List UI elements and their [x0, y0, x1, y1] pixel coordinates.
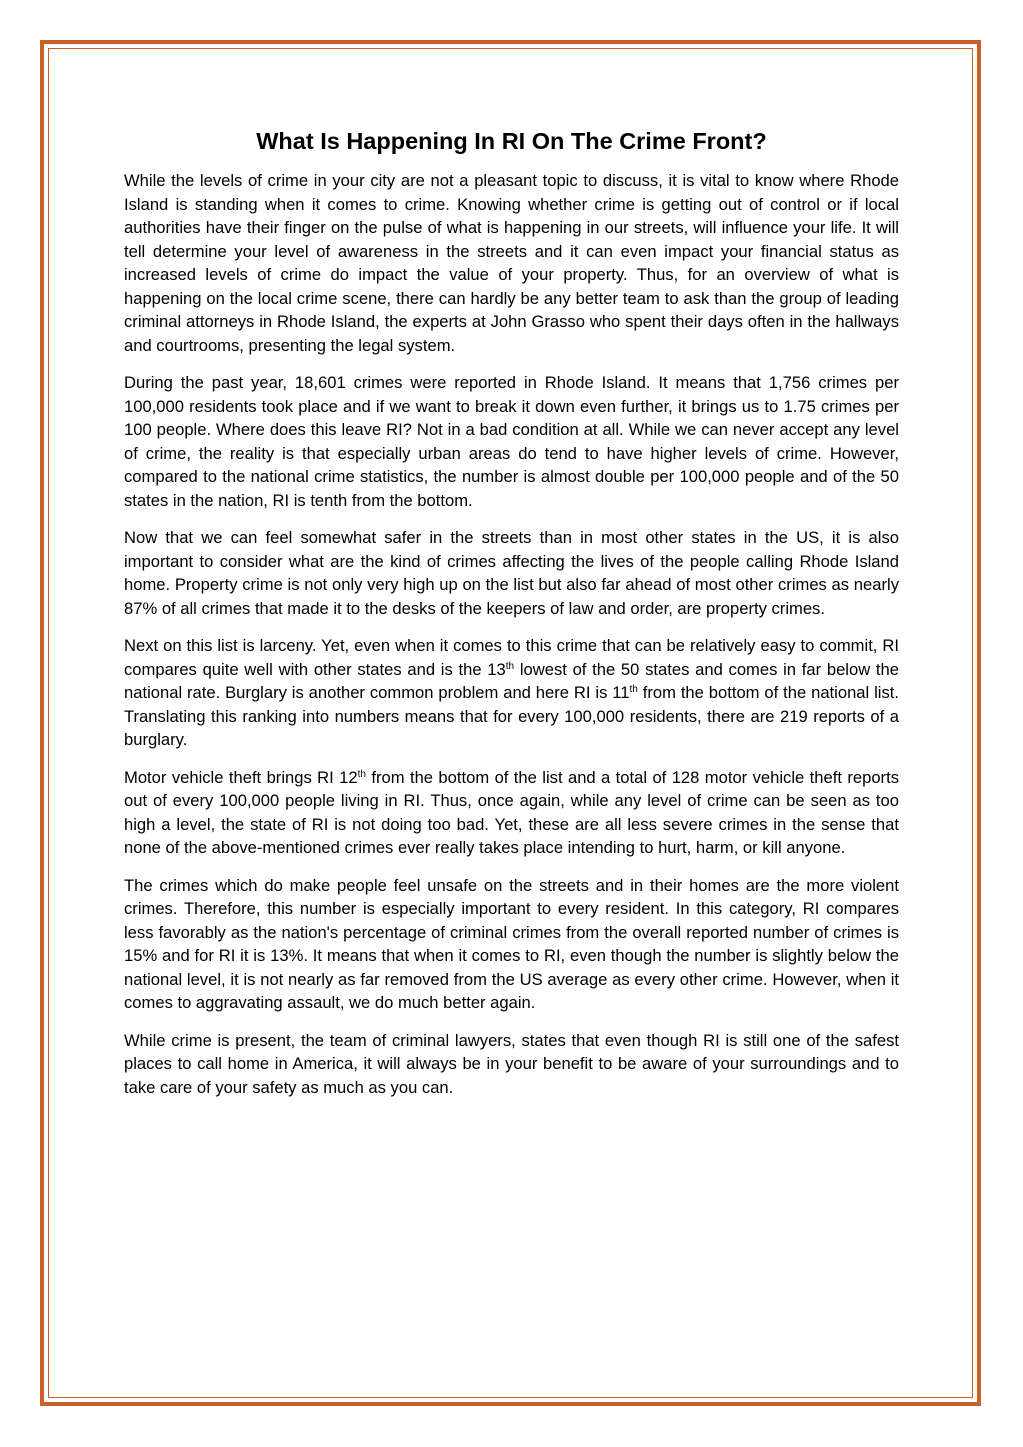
- paragraph-property-crime: Now that we can feel somewhat safer in the streets than in most other states in the US, it is also important to consider what are the kind of crimes affecting the lives of the people calling Rhode Island home. Property crime is not only very high up on the list but also far ahead of most other crimes as nearly 87% of all crimes that made it to the desks of the keepers of law and order, are property crimes.: [124, 528, 899, 618]
- paragraph-intro: While the levels of crime in your city are not a pleasant topic to discuss, it is vital to know where Rhode Island is standing when it comes to crime. Knowing whether crime is getting out of control or if local authorities have their finger on the pulse of what is happening in our streets, will influence your life. It will tell determine your level of awareness in the streets and it can even impact your financial status as increased levels of crime do impact the value of your property. Thus, for an overview of what is happening on the local crime scene, there can hardly be any better team to ask than the group of leading criminal attorneys in Rhode Island, the experts at John Grasso who spent their days often in the hallways and courtrooms, presenting the legal system.: [124, 171, 899, 355]
- text-segment: Next on this list is larceny. Yet, even when it comes to this crime that can be relatively easy to commit, RI compares quite well with other states and is the 13: [124, 636, 899, 679]
- text-segment: from the bottom of the list and a total of 128 motor vehicle theft reports out of every 100,000 people living in RI. Thus, once again, while any level of crime can be seen as too high a level, the state of RI is not doing too bad. Yet, these are all less severe crimes in the sense that none of the above-mentioned crimes ever really takes place intending to hurt, harm, or kill anyone.: [124, 767, 899, 857]
- ordinal-suffix: th: [505, 660, 515, 672]
- text-segment: Motor vehicle theft brings RI 12: [124, 767, 358, 787]
- document-title: What Is Happening In RI On The Crime Front?: [256, 128, 767, 154]
- document-body: [124, 125, 899, 1113]
- ordinal-suffix: th: [629, 684, 638, 695]
- paragraph-conclusion: While crime is present, the team of criminal lawyers, states that even though RI is still one of the safest places to call home in America, it will always be in your benefit to be aware of your surroundings and to take care of your safety as much as you can.: [124, 1030, 899, 1097]
- paragraph-crime-statistics: During the past year, 18,601 crimes were reported in Rhode Island. It means that 1,756 crimes per 100,000 residents took place and if we want to break it down even further, it brings us to 1.75 crimes per 100 people. Where does this leave RI? Not in a bad condition at all. While we can never accept any level of crime, the reality is that especially urban areas do tend to have higher levels of crime. However, compared to the national crime statistics, the number is almost double per 100,000 people and of the 50 states in the nation, RI is tenth from the bottom.: [124, 373, 899, 510]
- text-segment: from the bottom of the national list. Translating this ranking into numbers means that for every 100,000 residents, there are 219 reports of a burglary.: [124, 683, 900, 749]
- paragraph-violent-crime: The crimes which do make people feel unsafe on the streets and in their homes are the more violent crimes. Therefore, this number is especially important to every resident. In this category, RI compares less favorably as the nation's percentage of criminal crimes from the overall reported number of crimes is 15% and for RI it is 13%. It means that when it comes to RI, even though the number is slightly below the national level, it is not nearly as far removed from the US average as every other crime. However, when it comes to aggravating assault, we do much better again.: [124, 875, 899, 1012]
- paragraph-motor-vehicle-theft: [124, 766, 899, 860]
- paragraph-larceny-burglary: [124, 634, 899, 752]
- text-segment: lowest of the 50 states and comes in far below the national rate. Burglary is another common problem and here RI is 11: [124, 659, 899, 702]
- ordinal-suffix: th: [357, 768, 366, 780]
